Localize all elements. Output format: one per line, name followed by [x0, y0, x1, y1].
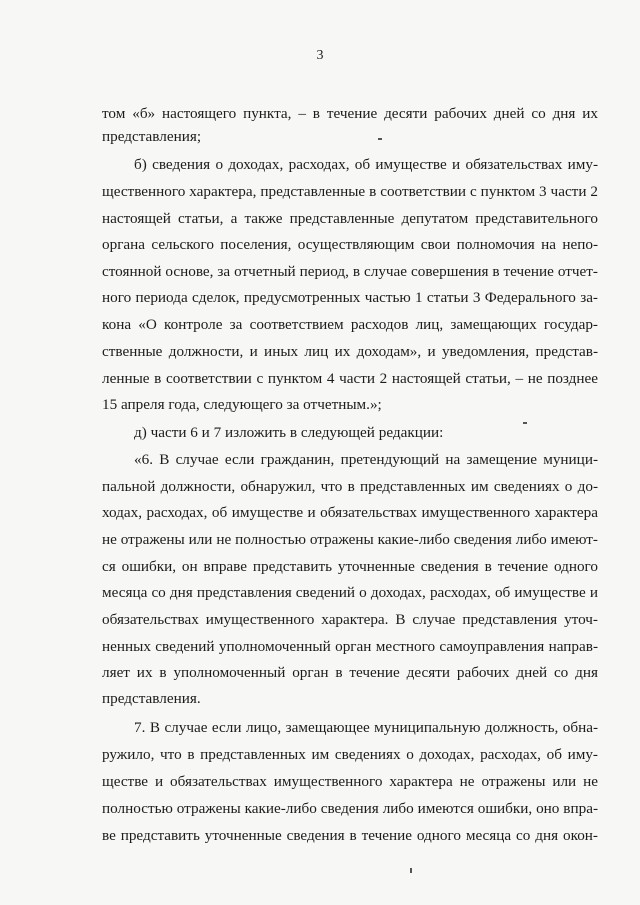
text-line: настоящей статьи, а также представленные депутатом представительного: [102, 210, 598, 227]
text-line: ственные должности, и иных лиц их доходам», и уведомления, представ-: [102, 343, 598, 360]
scan-speck: [378, 138, 382, 140]
text-line: кона «О контроле за соответствием расходов лиц, замещающих государ-: [102, 316, 598, 333]
text-line: представления.: [102, 690, 201, 707]
text-line: ного периода сделок, предусмотренных частью 1 статьи 3 Федерального за-: [102, 289, 598, 306]
text-line: стоянной основе, за отчетный период, в случае совершения в течение отчет-: [102, 263, 598, 280]
text-line: «6. В случае если гражданин, претендующий на замещение муници-: [134, 451, 598, 468]
text-line: ненных сведений уполномоченный орган местного самоуправления направ-: [102, 638, 598, 655]
text-line: обязательствах имущественного характера. В случае представления уточ-: [102, 611, 598, 628]
text-line: ществе и обязательствах имущественного характера не отражены или не: [102, 773, 598, 790]
text-line: 15 апреля года, следующего за отчетным.»;: [102, 396, 382, 413]
scan-speck: [410, 868, 412, 873]
text-line: органа сельского поселения, осуществляющим свои полномочия на непо-: [102, 236, 598, 253]
text-line: не отражены или не полностью отражены какие-либо сведения либо имеют-: [102, 531, 598, 548]
text-line: полностью отражены какие-либо сведения либо имеются ошибки, оно впра-: [102, 800, 598, 817]
text-line: ляет их в уполномоченный орган в течение десяти рабочих дней со дня: [102, 664, 598, 681]
text-line: пальной должности, обнаружил, что в представленных им сведениях о до-: [102, 478, 598, 495]
text-line: том «б» настоящего пункта, – в течение десяти рабочих дней со дня их: [102, 105, 598, 122]
text-line: месяца со дня представления сведений о доходах, расходах, об имуществе и: [102, 584, 598, 601]
text-line: щественного характера, представленные в соответствии с пунктом 3 части 2: [102, 183, 598, 200]
text-line: 7. В случае если лицо, замещающее муниципальную должность, обна-: [134, 719, 598, 736]
text-line: б) сведения о доходах, расходах, об имуществе и обязательствах иму-: [134, 156, 598, 173]
scan-speck: [523, 422, 527, 424]
text-line: ходах, расходах, об имуществе и обязательствах имущественного характера: [102, 504, 598, 521]
text-line: ленные в соответствии с пунктом 4 части 2 настоящей статьи, – не позднее: [102, 370, 598, 387]
text-line: ве представить уточненные сведения в течение одного месяца со дня окон-: [102, 827, 598, 844]
text-line: представления;: [102, 128, 202, 145]
text-line: ружило, что в представленных им сведениях о доходах, расходах, об иму-: [102, 746, 598, 763]
text-line: д) части 6 и 7 изложить в следующей редакции:: [134, 424, 444, 441]
page-number: 3: [316, 48, 324, 63]
text-line: ся ошибки, он вправе представить уточненные сведения в течение одного: [102, 558, 598, 575]
